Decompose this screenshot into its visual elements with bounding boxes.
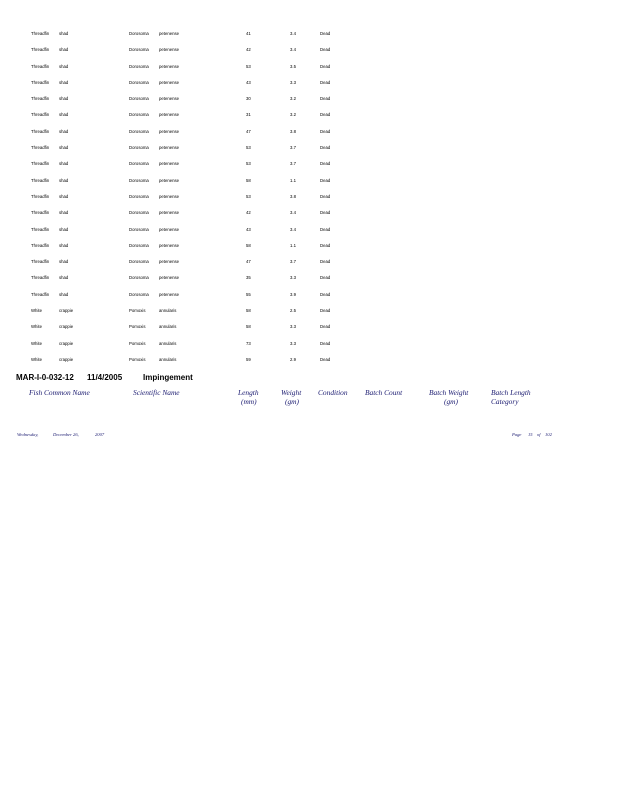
table-row [0, 206, 618, 222]
cell-condition: Dead [320, 340, 331, 346]
table-row [0, 141, 618, 157]
cell-scientific-species: annularis [159, 356, 177, 362]
cell-scientific-genus: Dorosoma [129, 31, 149, 36]
cell-length: 47 [246, 128, 251, 134]
cell-length: 31 [246, 112, 251, 118]
table-row [0, 190, 618, 206]
cell-scientific-genus: Dorosoma [129, 259, 149, 265]
footer-of-label: of [537, 432, 541, 437]
cell-weight: 3.9 [290, 291, 296, 297]
cell-length: 43 [246, 79, 251, 85]
cell-scientific-species: petenense [159, 226, 180, 232]
table-row [0, 27, 618, 43]
cell-weight: 3.4 [290, 226, 296, 232]
cell-common-genus: White [31, 308, 42, 314]
cell-weight: 2.9 [290, 356, 296, 362]
cell-scientific-species: petenense [159, 242, 180, 248]
table-row [0, 271, 618, 287]
cell-scientific-genus: Dorosoma [129, 210, 149, 216]
cell-scientific-genus: Dorosoma [129, 145, 149, 151]
table-row [0, 288, 618, 304]
cell-scientific-species: petenense [159, 210, 180, 216]
cell-common-species: shad [59, 177, 69, 183]
cell-scientific-genus: Dorosoma [129, 112, 149, 118]
cell-length: 53 [246, 161, 251, 167]
cell-length: 53 [246, 193, 251, 199]
cell-scientific-species: petenense [159, 145, 180, 151]
col-condition: Condition [318, 388, 348, 397]
cell-condition: Dead [320, 226, 331, 232]
cell-common-genus: Threadfin [31, 31, 50, 36]
table-row [0, 125, 618, 141]
cell-condition: Dead [320, 177, 331, 183]
cell-scientific-genus: Pomoxis [129, 308, 146, 314]
cell-scientific-species: annularis [159, 324, 177, 330]
cell-common-species: shad [59, 79, 69, 85]
cell-length: 35 [246, 275, 251, 281]
cell-scientific-genus: Dorosoma [129, 161, 149, 167]
col-batch-weight [429, 388, 468, 406]
footer-page-number: 15 [528, 432, 533, 437]
footer-date: December 26, [53, 432, 79, 437]
footer-weekday: Wednesday, [17, 432, 39, 437]
cell-length: 58 [246, 242, 251, 248]
cell-length: 58 [246, 177, 251, 183]
col-length-unit: (mm) [241, 397, 257, 406]
cell-scientific-species: petenense [159, 31, 180, 36]
cell-common-species: shad [59, 47, 69, 53]
table-row [0, 108, 618, 124]
cell-common-species: shad [59, 275, 69, 281]
cell-scientific-genus: Dorosoma [129, 242, 149, 248]
table-row [0, 304, 618, 320]
cell-condition: Dead [320, 31, 331, 36]
cell-scientific-species: petenense [159, 291, 180, 297]
cell-common-genus: White [31, 324, 42, 330]
table-row [0, 337, 618, 353]
col-weight [281, 388, 301, 406]
table-row [0, 157, 618, 173]
table-row [0, 255, 618, 271]
table-row [0, 353, 618, 369]
cell-length: 53 [246, 63, 251, 69]
cell-scientific-species: petenense [159, 259, 180, 265]
cell-common-genus: Threadfin [31, 193, 50, 199]
cell-scientific-genus: Dorosoma [129, 226, 149, 232]
cell-length: 55 [246, 291, 251, 297]
cell-common-genus: Threadfin [31, 275, 50, 281]
cell-common-species: shad [59, 96, 69, 102]
cell-scientific-genus: Dorosoma [129, 128, 149, 134]
cell-common-genus: Threadfin [31, 145, 50, 151]
cell-scientific-genus: Dorosoma [129, 275, 149, 281]
cell-weight: 3.3 [290, 79, 296, 85]
cell-scientific-species: petenense [159, 161, 180, 167]
cell-condition: Dead [320, 128, 331, 134]
cell-weight: 3.8 [290, 128, 296, 134]
cell-condition: Dead [320, 63, 331, 69]
cell-weight: 3.2 [290, 96, 296, 102]
cell-common-genus: White [31, 340, 42, 346]
cell-condition: Dead [320, 145, 331, 151]
cell-common-genus: Threadfin [31, 161, 50, 167]
cell-common-species: shad [59, 145, 69, 151]
col-batch-weight-unit: (gm) [444, 397, 458, 406]
cell-common-genus: Threadfin [31, 226, 50, 232]
cell-common-genus: Threadfin [31, 79, 50, 85]
cell-common-species: crappie [59, 308, 74, 314]
footer-year: 2007 [95, 432, 105, 437]
table-row [0, 320, 618, 336]
cell-common-genus: Threadfin [31, 242, 50, 248]
cell-common-species: shad [59, 259, 69, 265]
cell-weight: 3.3 [290, 340, 296, 346]
cell-common-species: shad [59, 226, 69, 232]
cell-weight: 3.2 [290, 112, 296, 118]
cell-common-genus: Threadfin [31, 177, 50, 183]
col-length [238, 388, 259, 406]
cell-scientific-species: annularis [159, 308, 177, 314]
footer-page-label: Page [512, 432, 522, 437]
cell-condition: Dead [320, 242, 331, 248]
cell-length: 47 [246, 259, 251, 265]
cell-condition: Dead [320, 47, 331, 53]
cell-condition: Dead [320, 193, 331, 199]
col-fish-common-name: Fish Common Name [29, 388, 90, 397]
cell-length: 58 [246, 324, 251, 330]
cell-condition: Dead [320, 112, 331, 118]
cell-length: 30 [246, 96, 251, 102]
cell-scientific-genus: Dorosoma [129, 79, 149, 85]
cell-condition: Dead [320, 210, 331, 216]
cell-common-genus: Threadfin [31, 128, 50, 134]
cell-scientific-species: petenense [159, 275, 180, 281]
cell-scientific-species: petenense [159, 128, 180, 134]
table-row [0, 239, 618, 255]
cell-length: 59 [246, 356, 251, 362]
cell-condition: Dead [320, 275, 331, 281]
cell-scientific-genus: Dorosoma [129, 177, 149, 183]
cell-scientific-species: petenense [159, 63, 180, 69]
cell-condition: Dead [320, 96, 331, 102]
col-weight-unit: (gm) [285, 397, 299, 406]
cell-scientific-genus: Dorosoma [129, 291, 149, 297]
col-weight-label: Weight [281, 388, 302, 397]
cell-common-species: shad [59, 210, 69, 216]
cell-weight: 3.5 [290, 63, 296, 69]
cell-weight: 3.7 [290, 161, 296, 167]
cell-common-genus: Threadfin [31, 291, 50, 297]
col-batch-weight-label: Batch Weight [429, 388, 469, 397]
cell-weight: 3.7 [290, 259, 296, 265]
fish-records-table [0, 27, 618, 369]
cell-scientific-genus: Pomoxis [129, 356, 146, 362]
cell-common-species: shad [59, 161, 69, 167]
cell-common-species: crappie [59, 340, 74, 346]
cell-scientific-species: petenense [159, 112, 180, 118]
sample-date: 11/4/2005 [87, 373, 123, 382]
cell-common-genus: Threadfin [31, 47, 50, 53]
cell-scientific-genus: Dorosoma [129, 193, 149, 199]
cell-common-genus: Threadfin [31, 112, 50, 118]
col-batch-length-label: Batch Length [491, 388, 531, 397]
cell-scientific-species: petenense [159, 193, 180, 199]
cell-common-genus: Threadfin [31, 259, 50, 265]
cell-common-species: shad [59, 63, 69, 69]
cell-common-species: shad [59, 31, 69, 36]
cell-weight: 1.1 [290, 177, 296, 183]
cell-length: 42 [246, 47, 251, 53]
col-length-label: Length [238, 388, 259, 397]
table-row [0, 223, 618, 239]
cell-weight: 3.7 [290, 145, 296, 151]
cell-weight: 3.3 [290, 324, 296, 330]
cell-condition: Dead [320, 79, 331, 85]
cell-length: 41 [246, 31, 251, 36]
cell-common-species: crappie [59, 324, 74, 330]
cell-common-genus: Threadfin [31, 210, 50, 216]
table-row [0, 76, 618, 92]
cell-condition: Dead [320, 161, 331, 167]
cell-common-genus: Threadfin [31, 63, 50, 69]
col-batch-count: Batch Count [365, 388, 403, 397]
cell-length: 53 [246, 145, 251, 151]
table-row [0, 43, 618, 59]
col-batch-length-category: Category [491, 397, 519, 406]
cell-scientific-genus: Pomoxis [129, 340, 146, 346]
footer-page-total: 102 [545, 432, 552, 437]
cell-scientific-species: petenense [159, 177, 180, 183]
cell-common-species: shad [59, 242, 69, 248]
cell-weight: 3.3 [290, 275, 296, 281]
cell-weight: 2.5 [290, 308, 296, 314]
cell-common-genus: White [31, 356, 42, 362]
cell-condition: Dead [320, 356, 331, 362]
cell-scientific-genus: Dorosoma [129, 47, 149, 53]
cell-common-species: crappie [59, 356, 74, 362]
cell-scientific-species: petenense [159, 79, 180, 85]
cell-scientific-species: petenense [159, 47, 180, 53]
cell-scientific-species: annularis [159, 340, 177, 346]
cell-weight: 3.4 [290, 210, 296, 216]
cell-condition: Dead [320, 291, 331, 297]
cell-common-species: shad [59, 291, 69, 297]
cell-scientific-genus: Dorosoma [129, 63, 149, 69]
cell-common-species: shad [59, 128, 69, 134]
table-row [0, 174, 618, 190]
cell-common-species: shad [59, 193, 69, 199]
table-row [0, 60, 618, 76]
cell-length: 58 [246, 308, 251, 314]
col-scientific-name: Scientific Name [133, 388, 180, 397]
cell-condition: Dead [320, 308, 331, 314]
table-row [0, 92, 618, 108]
sample-type: Impingement [143, 373, 193, 382]
cell-weight: 1.1 [290, 242, 296, 248]
cell-scientific-genus: Pomoxis [129, 324, 146, 330]
cell-scientific-genus: Dorosoma [129, 96, 149, 102]
cell-common-species: shad [59, 112, 69, 118]
cell-condition: Dead [320, 324, 331, 330]
cell-scientific-species: petenense [159, 96, 180, 102]
cell-weight: 3.8 [290, 193, 296, 199]
cell-condition: Dead [320, 259, 331, 265]
sample-id: MAR-I-0-032-12 [16, 373, 74, 382]
cell-length: 43 [246, 226, 251, 232]
col-batch-length [491, 388, 531, 406]
cell-common-genus: Threadfin [31, 96, 50, 102]
cell-weight: 3.4 [290, 31, 296, 36]
cell-length: 73 [246, 340, 251, 346]
cell-weight: 3.4 [290, 47, 296, 53]
cell-length: 42 [246, 210, 251, 216]
